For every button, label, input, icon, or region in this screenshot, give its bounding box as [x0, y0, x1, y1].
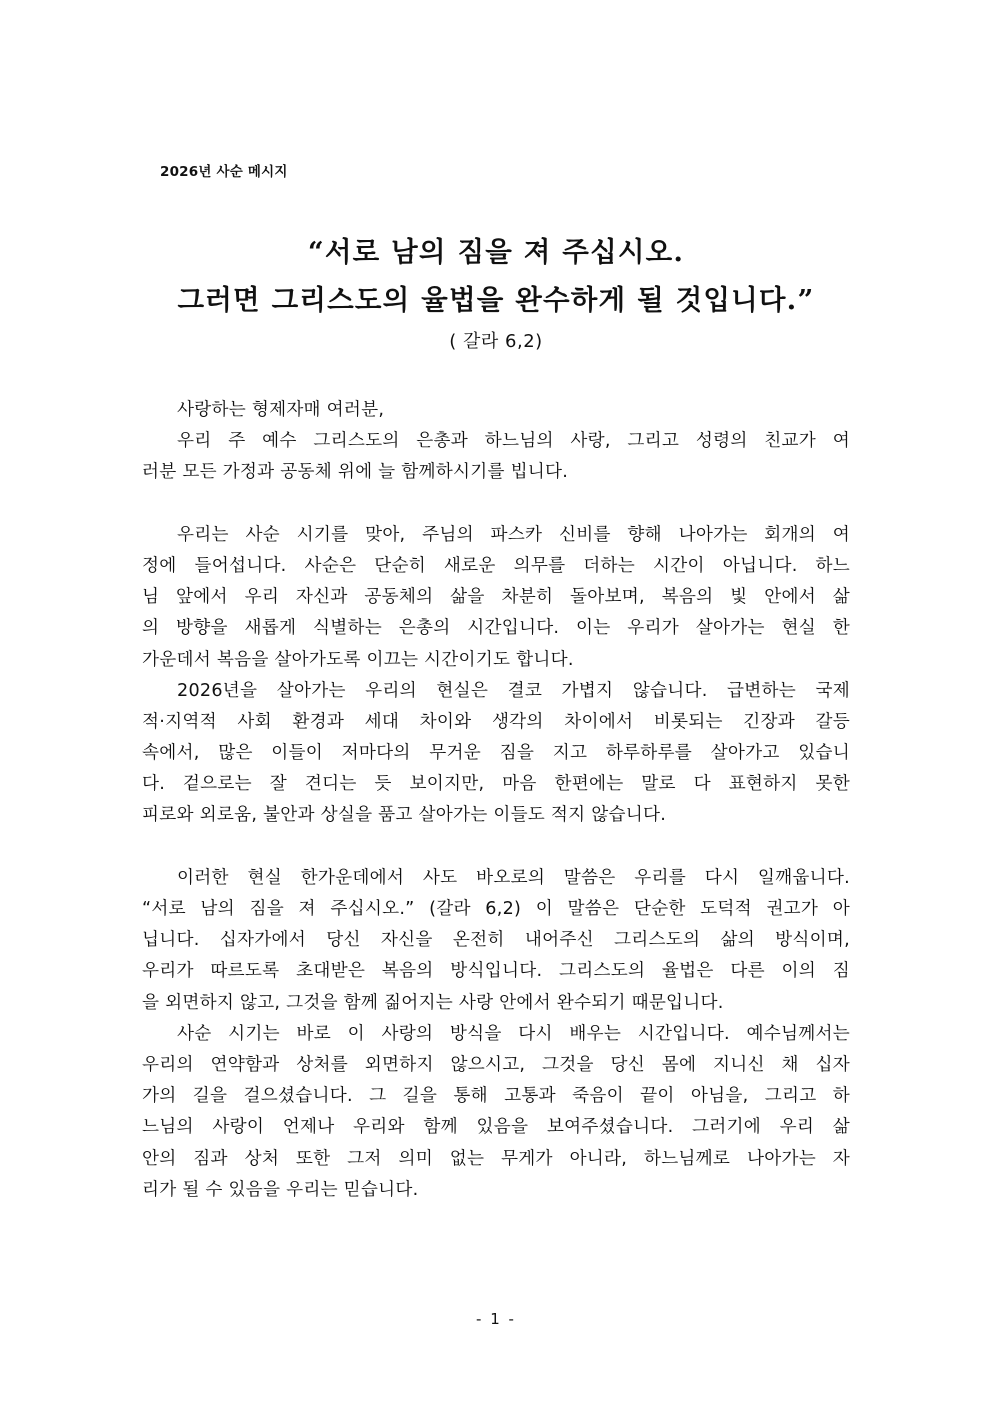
paragraph-line: 속에서, 많은 이들이 저마다의 무거운 짐을 지고 하루하루를 살아가고 있습니	[142, 743, 850, 764]
paragraph-line: 사순 시기는 바로 이 사랑의 방식을 다시 배우는 시간입니다. 예수님께서는	[177, 1023, 850, 1044]
paragraph-line: 피로와 외로움, 불안과 상실을 품고 살아가는 이들도 적지 않습니다.	[142, 805, 667, 826]
paragraph-spacer	[142, 832, 850, 863]
paragraph-line: 안의 짐과 상처 또한 그저 의미 없는 무게가 아니라, 하느님께로 나아가는 자	[142, 1148, 850, 1169]
paragraph-line: 가의 길을 걸으셨습니다. 그 길을 통해 고통과 죽음이 끝이 아님을, 그리고 하	[142, 1086, 850, 1107]
paragraph-line: 2026년을 살아가는 우리의 현실은 결코 가볍지 않습니다. 급변하는 국제	[177, 680, 850, 701]
paragraph-line: “서로 남의 짐을 져 주십시오.” (갈라 6,2) 이 말씀은 단순한 도덕적 권고가 아	[142, 899, 850, 919]
title-line: “서로 남의 짐을 져 주십시오.	[307, 236, 685, 268]
header-label: 2026년 사순 메시지	[160, 164, 288, 180]
paragraph-line: 을 외면하지 않고, 그것을 함께 짊어지는 사랑 안에서 완수되기 때문입니다.	[142, 992, 724, 1013]
page-number: - 1 -	[476, 1310, 516, 1328]
paragraph-spacer	[142, 489, 850, 520]
paragraph-line: 우리 주 예수 그리스도의 은총과 하느님의 사랑, 그리고 성령의 친교가 여	[177, 431, 850, 452]
paragraph-line: 우리는 사순 시기를 맞아, 주님의 파스카 신비를 향해 나아가는 회개의 여	[177, 524, 850, 545]
paragraph-line: 우리가 따르도록 초대받은 복음의 방식입니다. 그리스도의 율법은 다른 이의 짐	[142, 961, 850, 982]
paragraph-line: 다. 겉으로는 잘 견디는 듯 보이지만, 마음 한편에는 말로 다 표현하지 못한	[142, 774, 850, 795]
paragraph-line: 가운데서 복음을 살아가도록 이끄는 시간이기도 합니다.	[142, 649, 574, 670]
paragraph-line: 적·지역적 사회 환경과 세대 차이와 생각의 차이에서 비롯되는 긴장과 갈등	[142, 711, 850, 732]
paragraph-line: 정에 들어섭니다. 사순은 단순히 새로운 의무를 더하는 시간이 아닙니다. 하느	[142, 555, 850, 576]
paragraph-line: 느님의 사랑이 언제나 우리와 함께 있음을 보여주셨습니다. 그러기에 우리 삶	[142, 1117, 850, 1138]
paragraph-line: 이러한 현실 한가운데에서 사도 바오로의 말씀은 우리를 다시 일깨웁니다.	[177, 867, 850, 888]
paragraph-line: 사랑하는 형제자매 여러분,	[177, 400, 385, 420]
paragraph-line: 의 방향을 새롭게 식별하는 은총의 시간입니다. 이는 우리가 살아가는 현실 한	[142, 618, 850, 639]
paragraph-line: 러분 모든 가정과 공동체 위에 늘 함께하시기를 빕니다.	[142, 462, 569, 483]
body-text	[142, 395, 850, 1206]
paragraph-line: 우리의 연약함과 상처를 외면하지 않으시고, 그것을 당신 몸에 지니신 채 십자	[142, 1054, 850, 1075]
title-block	[0, 228, 992, 357]
paragraph-line: 닙니다. 십자가에서 당신 자신을 온전히 내어주신 그리스도의 삶의 방식이며,	[142, 930, 850, 951]
scripture-reference: ( 갈라 6,2)	[449, 331, 543, 352]
title-line: 그러면 그리스도의 율법을 완수하게 될 것입니다.”	[177, 284, 815, 316]
paragraph-line: 님 앞에서 우리 자신과 공동체의 삶을 차분히 돌아보며, 복음의 빛 안에서 삶	[142, 587, 850, 608]
paragraph-line: 리가 될 수 있음을 우리는 믿습니다.	[142, 1179, 419, 1200]
